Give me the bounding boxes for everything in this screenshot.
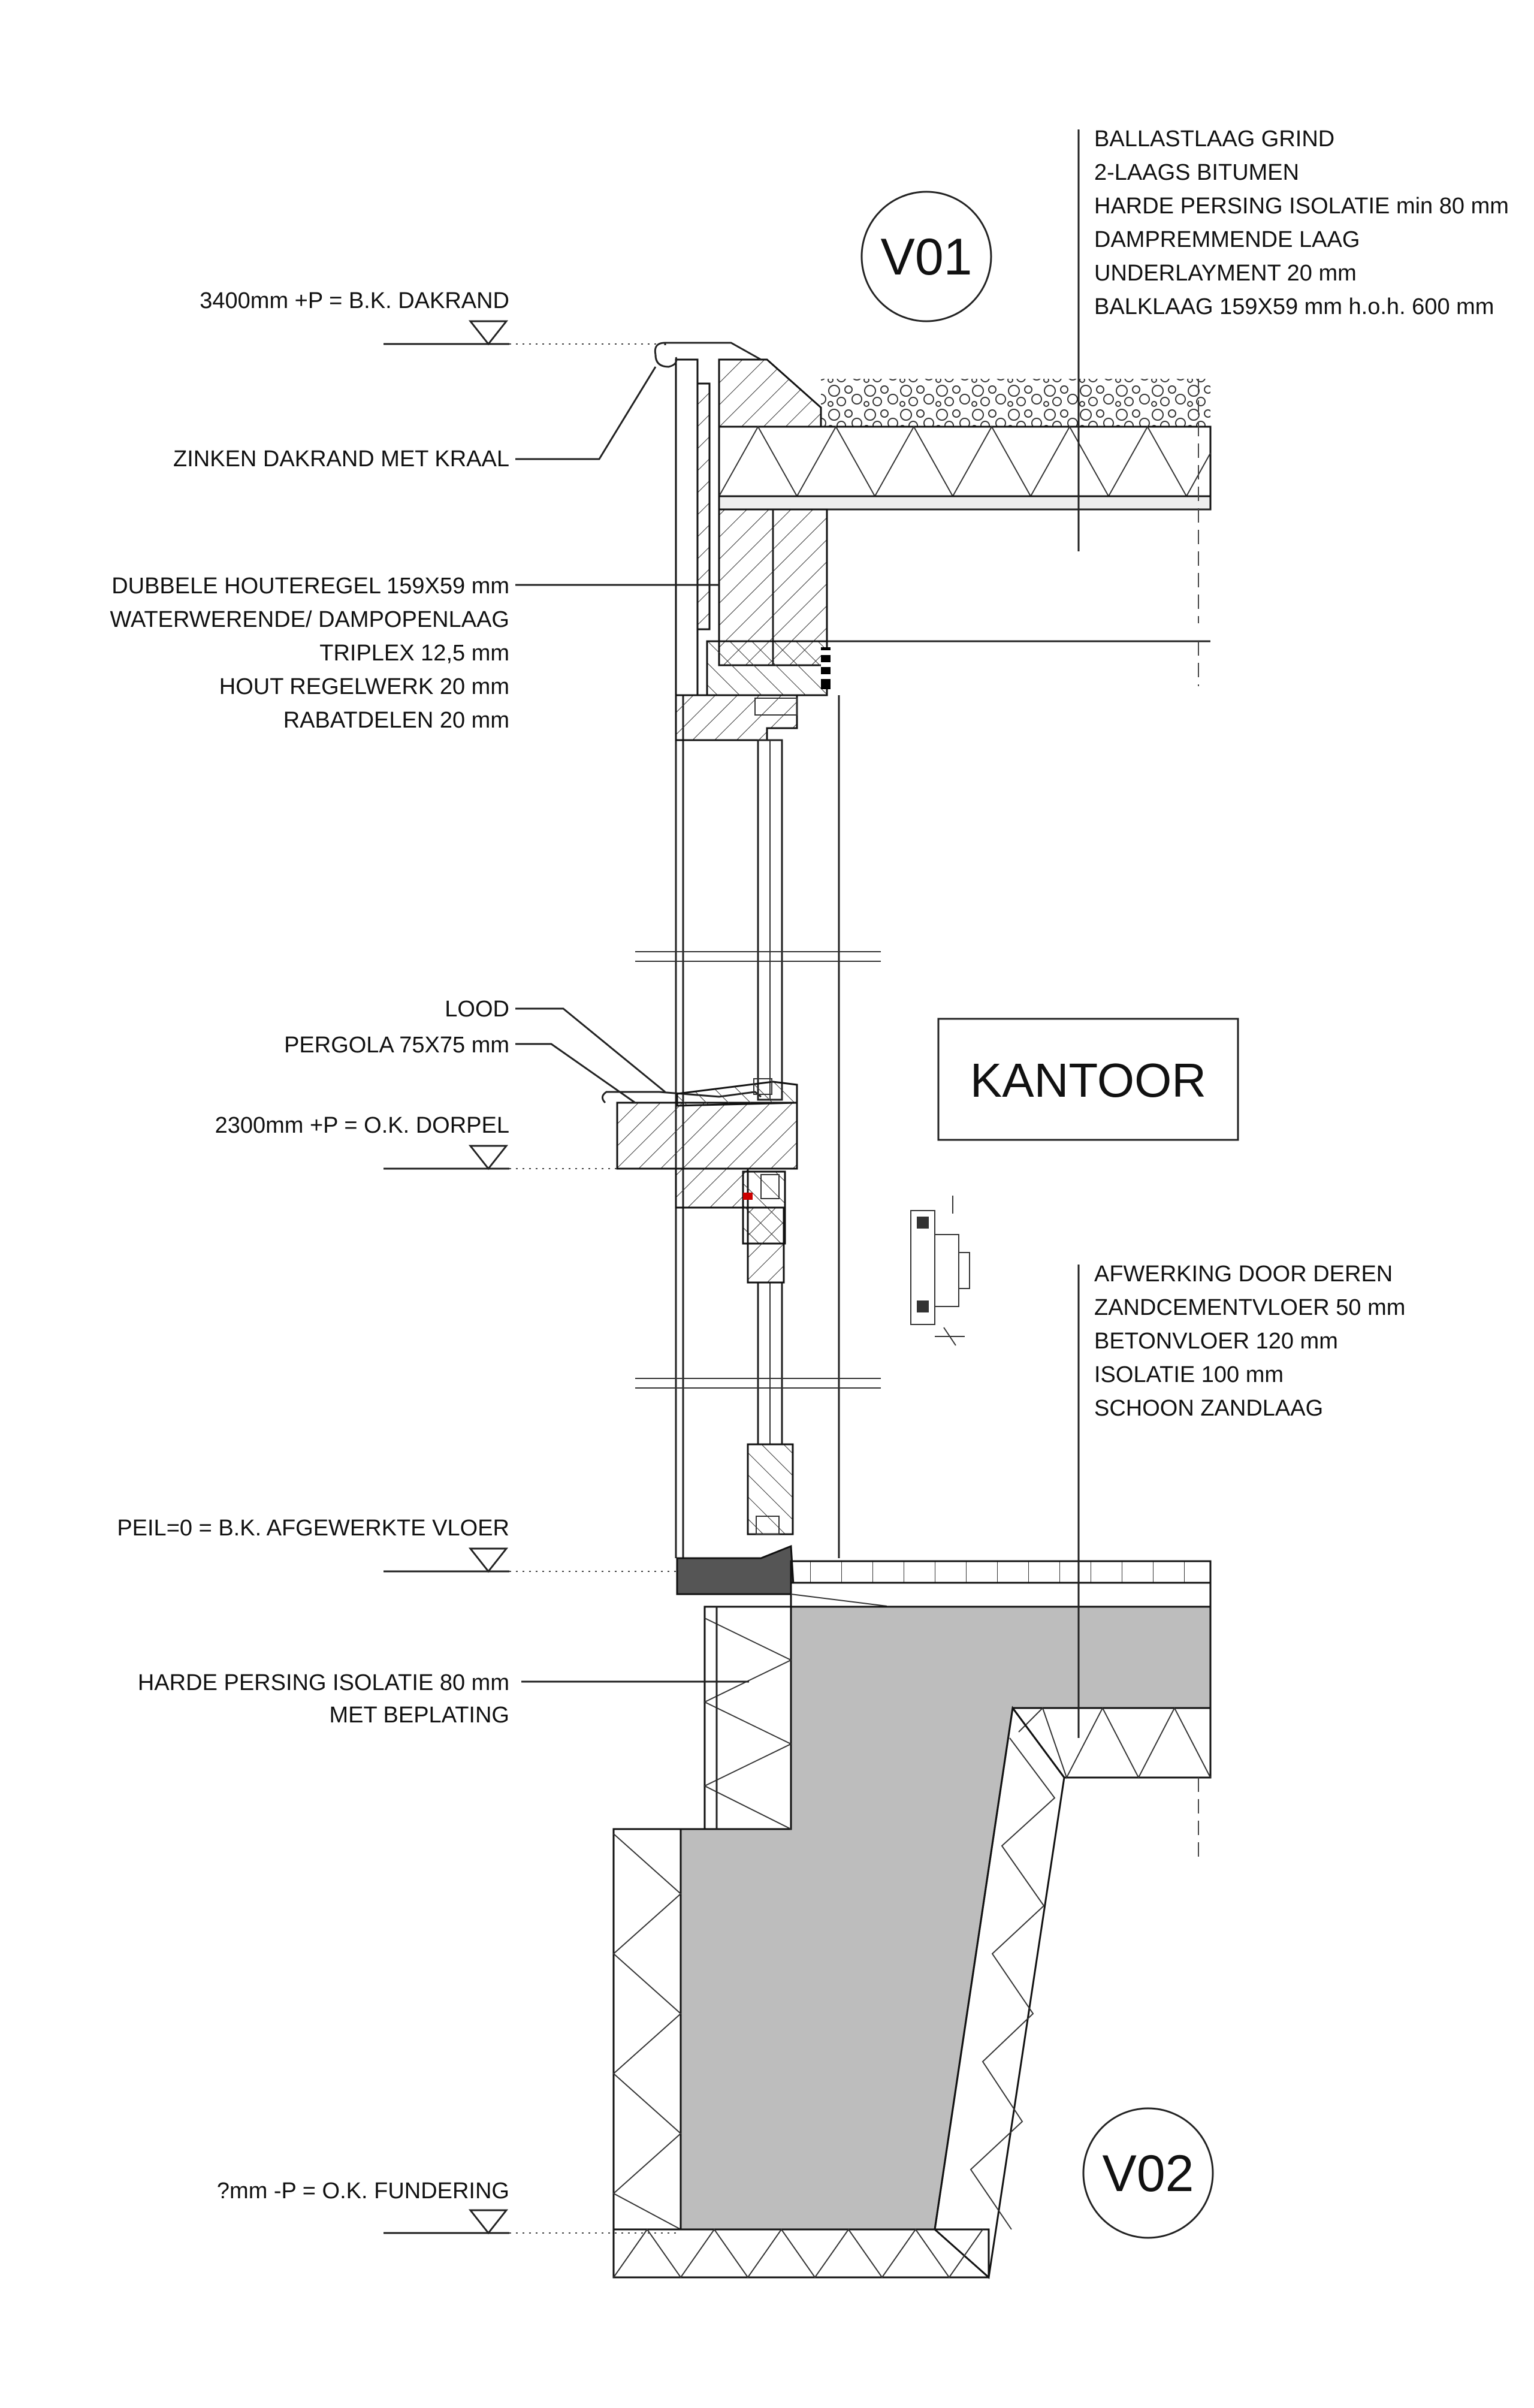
floor-layer-5: SCHOON ZANDLAAG <box>1094 1396 1324 1421</box>
wall-layer-3: TRIPLEX 12,5 mm <box>319 641 509 666</box>
lower-frame-top <box>676 1169 748 1208</box>
level-dorpel-label: 2300mm +P = O.K. DORPEL <box>215 1113 509 1138</box>
wall-layer-1: DUBBELE HOUTEREGEL 159X59 mm <box>111 574 509 599</box>
gravel-ballast <box>821 379 1210 427</box>
roof-layer-6: BALKLAAG 159X59 mm h.o.h. 600 mm <box>1094 294 1494 319</box>
roof-layer-1: BALLASTLAAG GRIND <box>1094 126 1335 152</box>
wall-insulation <box>705 1607 791 1829</box>
level-triangle-icon <box>470 1146 506 1169</box>
detail-marker-v01-label: V01 <box>880 228 973 286</box>
callout-pergola-label: PERGOLA 75X75 mm <box>284 1033 509 1058</box>
wall-layer-4: HOUT REGELWERK 20 mm <box>219 674 509 699</box>
window-head-frame <box>676 695 797 740</box>
callout-lood-label: LOOD <box>445 997 509 1022</box>
roof-assembly <box>655 343 1210 695</box>
fundering-isolatie-line-2: MET BEPLATING <box>329 1703 509 1728</box>
detail-marker-v02-label: V02 <box>1102 2145 1194 2202</box>
callout-dakrand <box>173 367 656 472</box>
detail-marker-v02 <box>1083 2108 1213 2238</box>
pergola-beam <box>617 1103 797 1169</box>
window-hardware <box>743 1193 753 1200</box>
floor-layer-4: ISOLATIE 100 mm <box>1094 1362 1284 1387</box>
callout-foundation-insulation <box>138 1670 749 1728</box>
roof-edge-upstand <box>719 360 821 427</box>
roof-layer-4: DAMPREMMENDE LAAG <box>1094 227 1360 252</box>
roof-layer-3: HARDE PERSING ISOLATIE min 80 mm <box>1094 194 1509 219</box>
wall-layer-2: WATERWERENDE/ DAMPOPENLAAG <box>110 607 509 632</box>
lower-sash-left <box>748 1208 784 1283</box>
detail-marker-v01 <box>862 192 991 321</box>
roof-insulation-pattern <box>719 427 1210 496</box>
callout-roof-layers <box>1079 126 1509 551</box>
floor-layer-3: BETONVLOER 120 mm <box>1094 1329 1338 1354</box>
roof-insulation <box>719 427 1210 496</box>
fascia-piece <box>707 641 827 695</box>
threshold-stone <box>677 1546 794 1594</box>
room-label-text: KANTOOR <box>970 1054 1207 1107</box>
callout-wall-layers <box>110 574 719 733</box>
wall-battens <box>697 384 709 629</box>
level-dorpel <box>215 1113 617 1169</box>
sand-cement-screed <box>791 1583 1210 1607</box>
level-dakrand <box>200 288 659 344</box>
level-triangle-icon <box>470 2210 506 2233</box>
wall-assembly <box>602 695 970 1594</box>
cladding-boards <box>676 360 697 695</box>
roof-layer-5: UNDERLAYMENT 20 mm <box>1094 261 1357 286</box>
level-triangle-icon <box>470 321 506 344</box>
foundation-insulation-left <box>614 1829 681 2229</box>
window-sill <box>677 1082 797 1106</box>
floor-finish <box>791 1561 1210 1583</box>
wall-layer-5: RABATDELEN 20 mm <box>283 708 509 733</box>
level-triangle-icon <box>470 1549 506 1571</box>
callout-dakrand-label: ZINKEN DAKRAND MET KRAAL <box>173 446 509 472</box>
floor-insulation <box>1013 1708 1210 1778</box>
underlayment <box>719 496 1210 509</box>
lower-sash-bottom <box>748 1444 793 1534</box>
floor-layer-1: AFWERKING DOOR DEREN <box>1094 1262 1393 1287</box>
callout-lood-pergola <box>284 997 665 1103</box>
floor-layer-2: ZANDCEMENTVLOER 50 mm <box>1094 1295 1406 1320</box>
roof-layer-2: 2-LAAGS BITUMEN <box>1094 160 1300 185</box>
level-peil <box>117 1516 677 1571</box>
profile-detail <box>911 1196 970 1345</box>
room-label <box>938 1019 1238 1140</box>
level-fundering-label: ?mm -P = O.K. FUNDERING <box>216 2178 509 2204</box>
level-dakrand-label: 3400mm +P = B.K. DAKRAND <box>200 288 509 313</box>
level-peil-label: PEIL=0 = B.K. AFGEWERKTE VLOER <box>117 1516 509 1541</box>
fundering-isolatie-line-1: HARDE PERSING ISOLATIE 80 mm <box>137 1670 509 1695</box>
level-fundering <box>217 2178 681 2233</box>
